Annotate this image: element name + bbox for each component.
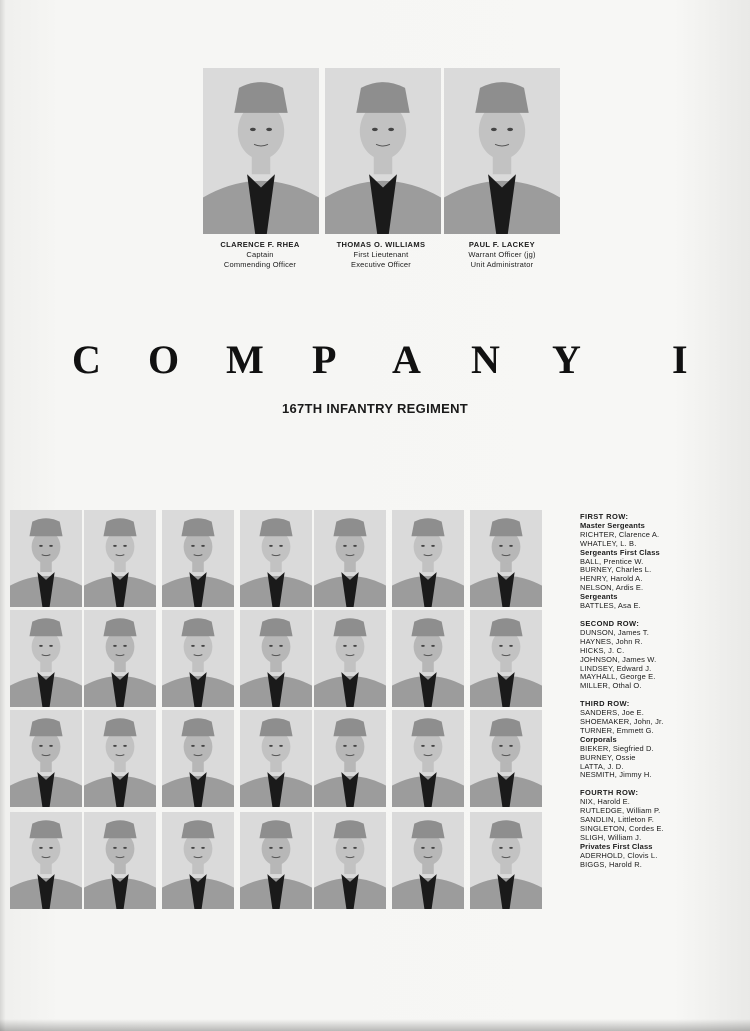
roster-rank-heading: Sergeants First Class	[580, 547, 660, 557]
page-bottom-shadow	[0, 1019, 750, 1031]
roster-name: SHOEMAKER, John, Jr.	[580, 717, 664, 727]
company-portrait-third-row	[314, 710, 386, 807]
roster-name: SANDLIN, Littleton F.	[580, 815, 655, 825]
roster-name: RICHTER, Clarence A.	[580, 529, 660, 539]
officer-role: Commending Officer	[223, 260, 297, 269]
company-portrait-third-row	[84, 710, 156, 807]
roster-rank-heading: Privates First Class	[580, 841, 653, 851]
company-portrait-second-row	[10, 610, 82, 707]
company-portrait-first-row	[240, 510, 312, 607]
company-portrait-first-row	[470, 510, 542, 607]
page-binding-edge	[0, 0, 6, 1031]
company-portrait-fourth-row	[470, 812, 542, 909]
roster-name: JOHNSON, James W.	[580, 654, 657, 664]
company-portrait-first-row	[162, 510, 234, 607]
roster-name: ADERHOLD, Clovis L.	[580, 850, 658, 860]
roster-name: HENRY, Harold A.	[580, 574, 643, 584]
company-portrait-second-row	[392, 610, 464, 707]
roster-name: SLIGH, William J.	[580, 832, 642, 842]
company-portrait-third-row	[470, 710, 542, 807]
company-portrait-third-row	[240, 710, 312, 807]
company-portrait-second-row	[314, 610, 386, 707]
roster-name: HAYNES, John R.	[580, 636, 643, 646]
company-portrait-third-row	[10, 710, 82, 807]
roster-name: LINDSEY, Edward J.	[580, 663, 652, 673]
title-letter: N	[471, 337, 500, 382]
company-portrait-first-row	[84, 510, 156, 607]
officer-name: CLARENCE F. RHEA	[220, 240, 300, 249]
roster-name: BALL, Prentice W.	[580, 556, 644, 566]
company-portrait-fourth-row	[10, 812, 82, 909]
officer-name: THOMAS O. WILLIAMS	[336, 240, 426, 249]
officer-photo-williams	[325, 68, 441, 234]
title-letter: A	[392, 337, 421, 382]
page-subtitle: 167TH INFANTRY REGIMENT	[281, 401, 469, 416]
officer-photo-rhea	[203, 68, 319, 234]
roster-row-heading: FIRST ROW:	[580, 512, 629, 521]
roster-name: BIEKER, Siegfried D.	[580, 743, 654, 753]
roster-name: WHATLEY, L. B.	[580, 538, 637, 548]
company-portrait-second-row	[162, 610, 234, 707]
officer-rank: Warrant Officer (jg)	[468, 250, 536, 259]
roster-name: SANDERS, Joe E.	[580, 708, 644, 718]
roster-name: HICKS, J. C.	[580, 645, 625, 655]
company-portrait-second-row	[470, 610, 542, 707]
roster-name: DUNSON, James T.	[580, 627, 649, 637]
roster-name: SINGLETON, Cordes E.	[580, 824, 664, 833]
title-letter: Y	[552, 337, 581, 382]
company-portrait-third-row	[392, 710, 464, 807]
roster-name: RUTLEDGE, William P.	[580, 806, 661, 816]
roster-name: BURNEY, Ossie	[580, 752, 636, 762]
roster-name: BURNEY, Charles L.	[580, 565, 652, 575]
company-portrait-fourth-row	[314, 812, 386, 909]
roster-list	[580, 513, 745, 879]
company-portrait-grid	[10, 510, 545, 916]
roster-name: NESMITH, Jimmy H.	[580, 770, 652, 780]
officer-photo-lackey	[444, 68, 560, 234]
roster-rank-heading: Corporals	[580, 734, 617, 744]
company-portrait-first-row	[314, 510, 386, 607]
company-portrait-third-row	[162, 710, 234, 807]
title-letter: O	[148, 337, 180, 382]
officer-role: Executive Officer	[351, 260, 411, 269]
roster-name: MAYHALL, George E.	[580, 672, 656, 682]
title-letter: M	[226, 337, 264, 382]
title-letter: I	[672, 337, 688, 382]
page-title	[0, 337, 750, 382]
roster-name: LATTA, J. D.	[580, 761, 624, 771]
roster-name: MILLER, Othal O.	[580, 681, 642, 691]
officer-caption	[427, 240, 577, 270]
roster-name: NIX, Harold E.	[580, 797, 631, 807]
roster-first-row	[580, 513, 745, 611]
officer-name: PAUL F. LACKEY	[468, 240, 536, 249]
roster-row-heading: THIRD ROW:	[580, 699, 630, 709]
roster-name: NELSON, Ardis E.	[580, 583, 644, 593]
company-portrait-fourth-row	[162, 812, 234, 909]
roster-rank-heading: Master Sergeants	[580, 520, 645, 530]
roster-fourth-row	[580, 789, 745, 869]
roster-name: BIGGS, Harold R.	[580, 859, 643, 869]
roster-second-row	[580, 620, 745, 691]
title-letter: P	[312, 337, 337, 382]
roster-third-row	[580, 700, 745, 780]
officer-role: Unit Administrator	[470, 260, 534, 269]
company-portrait-fourth-row	[84, 812, 156, 909]
company-portrait-second-row	[240, 610, 312, 707]
title-letter: C	[72, 337, 101, 382]
officer-rank: Captain	[246, 250, 274, 259]
roster-rank-heading: Sergeants	[580, 592, 618, 602]
company-portrait-first-row	[10, 510, 82, 607]
roster-row-heading: SECOND ROW:	[580, 618, 640, 628]
company-portrait-second-row	[84, 610, 156, 707]
company-portrait-first-row	[392, 510, 464, 607]
company-portrait-fourth-row	[240, 812, 312, 909]
roster-name: BATTLES, Asa E.	[580, 601, 641, 611]
officer-rank: First Lieutenant	[353, 250, 409, 259]
roster-name: TURNER, Emmett G.	[580, 725, 654, 735]
roster-row-heading: FOURTH ROW:	[580, 788, 639, 798]
company-portrait-fourth-row	[392, 812, 464, 909]
